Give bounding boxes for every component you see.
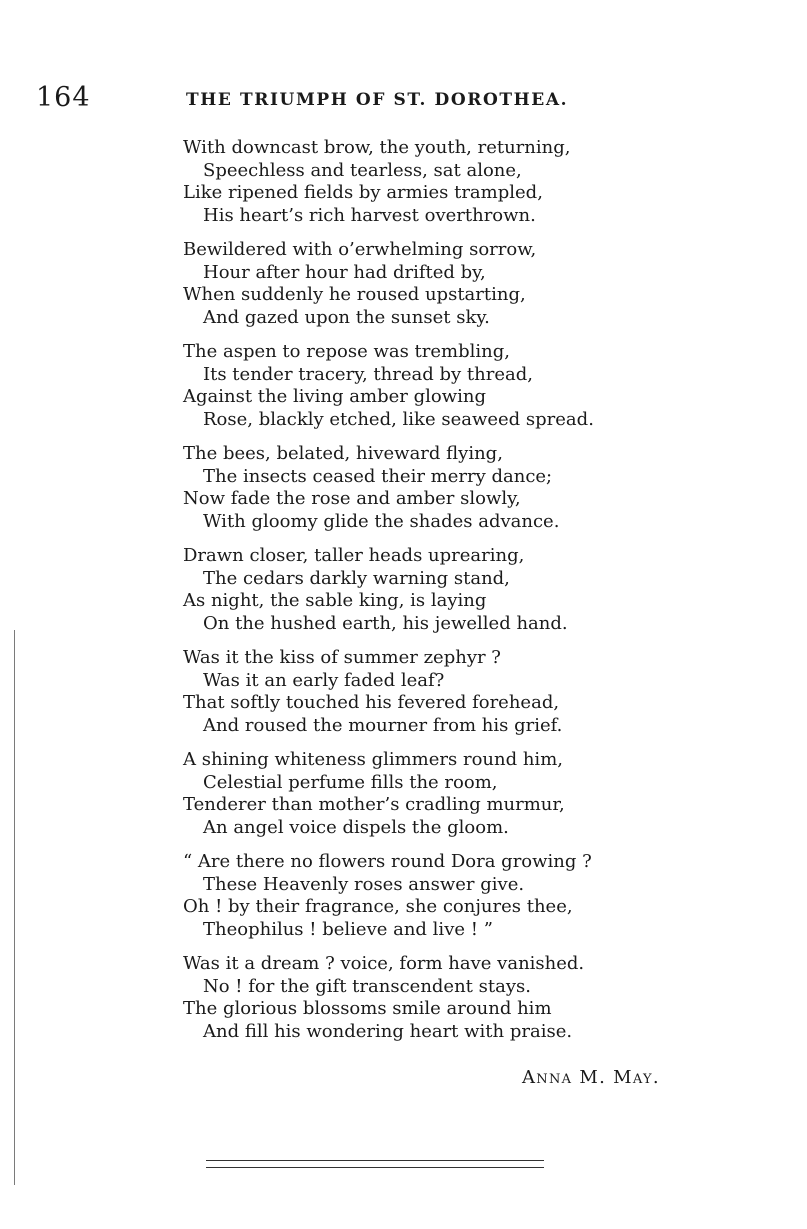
poem-line: As night, the sable king, is laying	[183, 590, 487, 611]
poem-line: And gazed upon the sunset sky.	[203, 306, 490, 328]
poem-line: The aspen to repose was trembling,	[183, 341, 510, 362]
poem	[183, 137, 743, 1055]
poem-line: Its tender tracery, thread by thread,	[203, 363, 533, 385]
poem-line: Theophilus ! believe and live ! ”	[203, 918, 493, 940]
poem-line: These Heavenly roses answer give.	[203, 873, 525, 895]
poem-line: Like ripened fields by armies trampled,	[183, 182, 543, 203]
author-signature: Anna M. May.	[522, 1067, 660, 1088]
poem-line: An angel voice dispels the gloom.	[203, 816, 509, 838]
page-header	[36, 82, 771, 116]
poem-line: Against the living amber glowing	[183, 386, 486, 407]
poem-line: A shining whiteness glimmers round him,	[183, 749, 563, 770]
poem-line: The bees, belated, hiveward flying,	[183, 443, 503, 464]
poem-line: On the hushed earth, his jewelled hand.	[203, 612, 568, 634]
poem-line: No ! for the gift transcendent stays.	[203, 975, 531, 997]
poem-line: Rose, blackly etched, like seaweed spread.	[203, 408, 594, 430]
stanza	[183, 443, 743, 533]
page-number: 164	[36, 82, 91, 113]
running-title: THE TRIUMPH OF ST. DOROTHEA.	[186, 90, 569, 110]
poem-line: Now fade the rose and amber slowly,	[183, 488, 521, 509]
poem-line: The insects ceased their merry dance;	[203, 465, 553, 487]
stanza	[183, 851, 743, 941]
poem-line: Was it an early faded leaf?	[203, 669, 445, 691]
poem-line: With gloomy glide the shades advance.	[203, 510, 560, 532]
poem-line: With downcast brow, the youth, returning,	[183, 137, 571, 158]
poem-line: The glorious blossoms smile around him	[183, 998, 552, 1019]
stanza	[183, 545, 743, 635]
poem-line: “ Are there no flowers round Dora growing ?	[183, 851, 592, 872]
poem-line: Bewildered with o’erwhelming sorrow,	[183, 239, 537, 260]
poem-line: His heart’s rich harvest overthrown.	[203, 204, 536, 226]
stanza	[183, 239, 743, 329]
stanza	[183, 341, 743, 431]
poem-line: Tenderer than mother’s cradling murmur,	[183, 794, 565, 815]
stanza	[183, 137, 743, 227]
poem-line: That softly touched his fevered forehead,	[183, 692, 560, 713]
poem-line: Was it the kiss of summer zephyr ?	[183, 647, 501, 668]
page-edge-line	[14, 630, 15, 1185]
poem-line: Hour after hour had drifted by,	[203, 261, 486, 283]
poem-line: And roused the mourner from his grief.	[203, 714, 563, 736]
poem-line: When suddenly he roused upstarting,	[183, 284, 526, 305]
poem-line: Oh ! by their fragrance, she conjures thee,	[183, 896, 573, 917]
poem-line: And fill his wondering heart with praise.	[203, 1020, 573, 1042]
poem-line: Speechless and tearless, sat alone,	[203, 159, 522, 181]
poem-line: The cedars darkly warning stand,	[203, 567, 510, 589]
poem-line: Drawn closer, taller heads uprearing,	[183, 545, 525, 566]
poem-line: Celestial perfume fills the room,	[203, 771, 498, 793]
end-rule	[206, 1160, 544, 1168]
stanza	[183, 953, 743, 1043]
poem-line: Was it a dream ? voice, form have vanished.	[183, 953, 585, 974]
stanza	[183, 749, 743, 839]
stanza	[183, 647, 743, 737]
